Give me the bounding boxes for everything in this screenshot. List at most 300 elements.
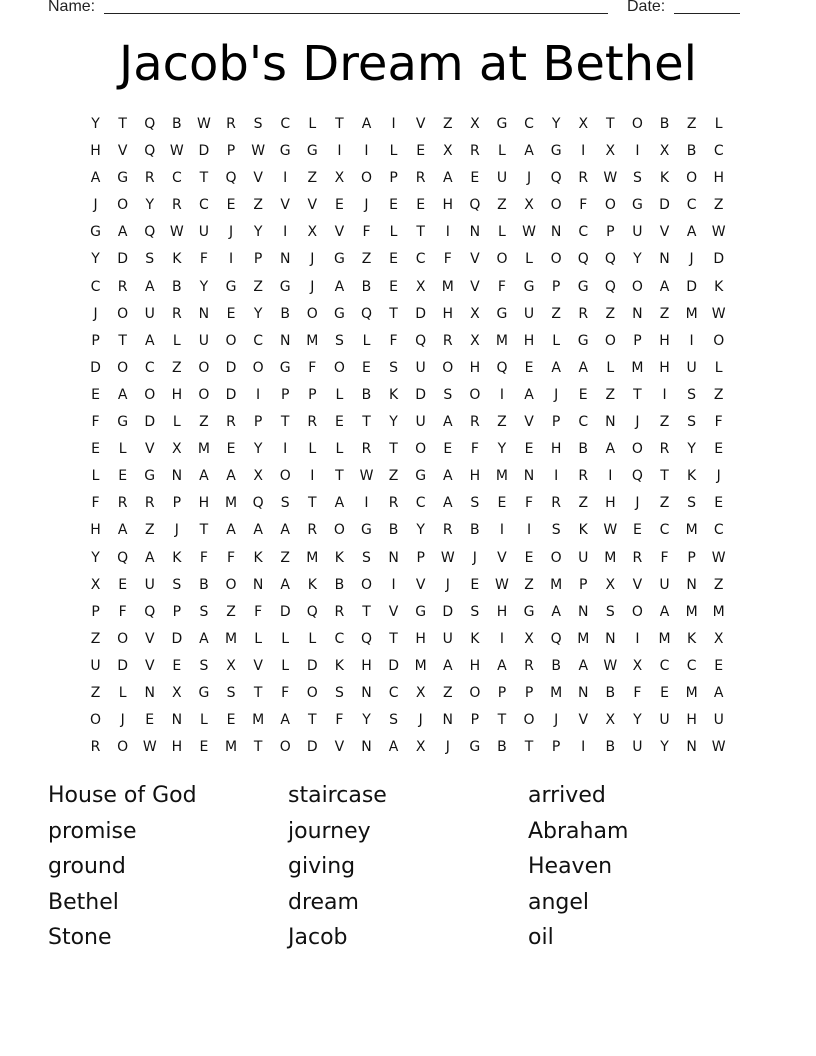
grid-letter[interactable]: P — [524, 684, 534, 701]
grid-letter[interactable]: F — [443, 251, 452, 268]
grid-letter[interactable]: R — [551, 495, 561, 512]
grid-letter[interactable]: P — [470, 712, 480, 729]
grid-letter[interactable]: S — [199, 657, 209, 674]
grid-letter[interactable]: Z — [713, 576, 724, 593]
grid-letter[interactable]: X — [307, 224, 318, 241]
grid-letter[interactable]: U — [144, 305, 155, 322]
grid-letter[interactable]: R — [144, 170, 155, 187]
grid-letter[interactable]: T — [389, 630, 398, 647]
grid-letter[interactable]: L — [714, 116, 723, 132]
grid-letter[interactable]: P — [579, 576, 588, 593]
grid-letter[interactable]: R — [226, 414, 236, 431]
grid-letter[interactable]: H — [415, 630, 426, 647]
grid-letter[interactable]: E — [118, 576, 128, 593]
grid-letter[interactable]: J — [364, 197, 369, 214]
grid-letter[interactable]: F — [660, 549, 669, 566]
grid-letter[interactable]: F — [525, 495, 534, 512]
grid-letter[interactable]: K — [334, 657, 344, 674]
grid-letter[interactable]: D — [198, 143, 210, 160]
grid-letter[interactable]: O — [306, 305, 318, 322]
grid-letter[interactable]: W — [142, 739, 157, 756]
grid-letter[interactable]: Y — [145, 197, 155, 214]
grid-letter[interactable]: P — [606, 224, 615, 241]
grid-letter[interactable]: X — [90, 576, 101, 593]
grid-letter[interactable]: I — [662, 386, 667, 403]
grid-letter[interactable]: H — [496, 603, 508, 620]
grid-letter[interactable]: H — [469, 468, 481, 485]
grid-letter[interactable]: R — [469, 414, 480, 431]
grid-letter[interactable]: Z — [605, 305, 616, 322]
grid-letter[interactable]: R — [578, 468, 589, 485]
grid-letter[interactable]: M — [495, 332, 508, 349]
grid-letter[interactable]: J — [689, 251, 694, 268]
grid-letter[interactable]: M — [306, 549, 319, 566]
grid-letter[interactable]: C — [90, 278, 101, 295]
grid-letter[interactable]: L — [118, 684, 127, 701]
grid-letter[interactable]: W — [359, 468, 374, 485]
grid-letter[interactable]: V — [470, 251, 480, 268]
grid-letter[interactable]: T — [606, 116, 615, 132]
grid-letter[interactable]: X — [172, 684, 182, 701]
grid-letter[interactable]: E — [660, 684, 669, 701]
grid-letter[interactable]: Z — [361, 251, 372, 268]
grid-letter[interactable]: O — [198, 386, 210, 403]
grid-letter[interactable]: A — [144, 278, 155, 295]
grid-letter[interactable]: Z — [253, 278, 263, 295]
grid-letter[interactable]: M — [685, 305, 698, 322]
grid-letter[interactable]: L — [389, 143, 398, 160]
grid-letter[interactable]: C — [686, 657, 697, 674]
grid-letter[interactable]: M — [631, 359, 644, 376]
grid-letter[interactable]: E — [91, 441, 100, 458]
grid-letter[interactable]: C — [388, 684, 399, 701]
grid-letter[interactable]: M — [550, 576, 563, 593]
grid-letter[interactable]: Z — [90, 684, 101, 701]
grid-letter[interactable]: Q — [577, 251, 589, 268]
grid-letter[interactable]: R — [144, 495, 155, 512]
grid-letter[interactable]: E — [443, 441, 453, 458]
grid-letter[interactable]: P — [551, 414, 561, 431]
grid-letter[interactable]: C — [144, 359, 155, 376]
grid-letter[interactable]: G — [415, 603, 427, 620]
grid-letter[interactable]: A — [551, 603, 561, 620]
grid-letter[interactable]: G — [550, 143, 562, 160]
grid-letter[interactable]: S — [389, 359, 399, 376]
grid-letter[interactable]: Z — [199, 414, 209, 431]
grid-letter[interactable]: N — [279, 251, 291, 268]
grid-letter[interactable]: I — [581, 143, 586, 160]
grid-letter[interactable]: D — [90, 359, 101, 376]
grid-letter[interactable]: L — [308, 116, 317, 132]
grid-letter[interactable]: X — [659, 143, 670, 160]
grid-letter[interactable]: A — [117, 224, 128, 241]
grid-letter[interactable]: O — [306, 684, 318, 701]
grid-letter[interactable]: X — [415, 684, 426, 701]
grid-letter[interactable]: U — [90, 657, 101, 674]
grid-letter[interactable]: Z — [686, 116, 697, 132]
grid-letter[interactable]: W — [711, 549, 726, 566]
grid-letter[interactable]: C — [686, 197, 697, 214]
grid-letter[interactable]: Q — [252, 495, 264, 512]
grid-letter[interactable]: S — [145, 251, 155, 268]
grid-letter[interactable]: Y — [633, 251, 642, 268]
grid-letter[interactable]: R — [578, 170, 589, 187]
grid-letter[interactable]: Z — [226, 603, 236, 620]
grid-letter[interactable]: V — [334, 224, 345, 241]
grid-letter[interactable]: I — [310, 468, 315, 485]
grid-letter[interactable]: F — [470, 441, 479, 458]
grid-letter[interactable]: E — [389, 197, 398, 214]
grid-letter[interactable]: E — [145, 712, 155, 729]
grid-letter[interactable]: T — [335, 116, 344, 132]
grid-letter[interactable]: V — [144, 630, 155, 647]
grid-letter[interactable]: G — [117, 170, 129, 187]
grid-letter[interactable]: Z — [605, 386, 616, 403]
grid-letter[interactable]: E — [226, 441, 236, 458]
grid-letter[interactable]: K — [687, 468, 697, 485]
grid-letter[interactable]: U — [496, 170, 508, 187]
grid-letter[interactable]: N — [686, 739, 697, 756]
grid-letter[interactable]: S — [362, 549, 371, 566]
grid-letter[interactable]: N — [577, 684, 589, 701]
grid-letter[interactable]: J — [93, 305, 98, 322]
grid-letter[interactable]: Q — [144, 116, 156, 132]
grid-letter[interactable]: B — [605, 684, 616, 701]
grid-letter[interactable]: O — [469, 386, 481, 403]
grid-letter[interactable]: Z — [578, 495, 589, 512]
grid-letter[interactable]: F — [226, 549, 236, 566]
grid-letter[interactable]: T — [362, 414, 371, 431]
grid-letter[interactable]: K — [172, 549, 182, 566]
grid-letter[interactable]: G — [90, 224, 101, 241]
grid-letter[interactable]: A — [497, 657, 507, 674]
grid-letter[interactable]: X — [632, 657, 643, 674]
grid-letter[interactable]: O — [604, 332, 616, 349]
grid-letter[interactable]: B — [361, 278, 372, 295]
grid-letter[interactable]: P — [91, 332, 100, 349]
grid-letter[interactable]: T — [524, 739, 534, 756]
grid-letter[interactable]: I — [337, 143, 342, 160]
grid-letter[interactable]: E — [226, 712, 236, 729]
grid-letter[interactable]: W — [711, 224, 726, 241]
grid-letter[interactable]: O — [117, 359, 129, 376]
grid-letter[interactable]: A — [442, 468, 453, 485]
grid-letter[interactable]: W — [603, 657, 618, 674]
grid-letter[interactable]: Q — [117, 549, 129, 566]
grid-letter[interactable]: U — [632, 224, 643, 241]
grid-letter[interactable]: O — [631, 603, 643, 620]
grid-letter[interactable]: A — [280, 522, 290, 539]
grid-letter[interactable]: A — [144, 332, 155, 349]
grid-letter[interactable]: Q — [496, 359, 508, 376]
grid-letter[interactable]: P — [172, 603, 182, 620]
grid-letter[interactable]: A — [334, 495, 345, 512]
grid-letter[interactable]: A — [117, 522, 128, 539]
grid-letter[interactable]: V — [253, 170, 263, 187]
grid-letter[interactable]: P — [633, 332, 642, 349]
grid-letter[interactable]: O — [469, 684, 481, 701]
grid-letter[interactable]: R — [388, 495, 399, 512]
grid-letter[interactable]: R — [632, 549, 643, 566]
grid-letter[interactable]: U — [578, 549, 589, 566]
grid-letter[interactable]: Y — [416, 522, 425, 539]
grid-letter[interactable]: J — [526, 170, 532, 187]
grid-letter[interactable]: L — [254, 630, 263, 647]
grid-letter[interactable]: S — [172, 576, 182, 593]
grid-letter[interactable]: C — [415, 251, 426, 268]
grid-letter[interactable]: I — [364, 143, 369, 160]
grid-letter[interactable]: O — [117, 197, 129, 214]
grid-letter[interactable]: G — [333, 305, 345, 322]
grid-letter[interactable]: O — [252, 359, 264, 376]
grid-letter[interactable]: X — [172, 441, 182, 458]
grid-letter[interactable]: O — [279, 468, 291, 485]
grid-letter[interactable]: A — [578, 657, 589, 674]
grid-letter[interactable]: Q — [550, 630, 562, 647]
grid-letter[interactable]: T — [389, 305, 398, 322]
grid-letter[interactable]: I — [228, 251, 234, 268]
grid-letter[interactable]: Z — [713, 197, 724, 214]
grid-letter[interactable]: X — [605, 712, 616, 729]
grid-letter[interactable]: V — [578, 712, 589, 729]
grid-letter[interactable]: D — [306, 739, 318, 756]
grid-letter[interactable]: G — [306, 143, 318, 160]
grid-letter[interactable]: L — [606, 359, 615, 376]
grid-letter[interactable]: B — [361, 386, 372, 403]
grid-letter[interactable]: O — [279, 739, 291, 756]
grid-letter[interactable]: U — [198, 332, 210, 349]
grid-letter[interactable]: B — [470, 522, 480, 539]
grid-letter[interactable]: A — [90, 170, 101, 187]
grid-letter[interactable]: L — [362, 332, 371, 349]
grid-letter[interactable]: B — [551, 657, 561, 674]
grid-letter[interactable]: Y — [91, 116, 100, 132]
grid-letter[interactable]: Q — [604, 278, 616, 295]
date-blank-line[interactable] — [674, 13, 740, 14]
grid-letter[interactable]: W — [711, 739, 726, 756]
grid-letter[interactable]: O — [523, 712, 535, 729]
grid-letter[interactable]: W — [711, 305, 726, 322]
grid-letter[interactable]: J — [310, 278, 315, 295]
grid-letter[interactable]: T — [389, 441, 398, 458]
grid-letter[interactable]: N — [361, 684, 372, 701]
grid-letter[interactable]: M — [685, 522, 698, 539]
grid-letter[interactable]: Y — [253, 224, 263, 241]
grid-letter[interactable]: U — [659, 576, 670, 593]
grid-letter[interactable]: M — [252, 712, 265, 729]
grid-letter[interactable]: G — [523, 278, 535, 295]
grid-letter[interactable]: M — [224, 495, 238, 512]
grid-letter[interactable]: M — [414, 657, 427, 674]
grid-letter[interactable]: D — [117, 657, 129, 674]
grid-letter[interactable]: N — [605, 414, 616, 431]
grid-letter[interactable]: C — [280, 116, 291, 132]
grid-letter[interactable]: B — [686, 143, 697, 160]
grid-letter[interactable]: S — [470, 603, 480, 620]
grid-letter[interactable]: D — [144, 414, 156, 431]
grid-letter[interactable]: W — [197, 116, 211, 132]
grid-letter[interactable]: F — [633, 684, 642, 701]
grid-letter[interactable]: G — [279, 278, 291, 295]
grid-letter[interactable]: C — [578, 414, 589, 431]
grid-letter[interactable]: L — [308, 630, 317, 647]
grid-letter[interactable]: O — [604, 197, 616, 214]
grid-letter[interactable]: D — [686, 278, 697, 295]
grid-letter[interactable]: H — [550, 441, 562, 458]
grid-letter[interactable]: E — [714, 441, 724, 458]
grid-letter[interactable]: Y — [633, 712, 642, 729]
grid-letter[interactable]: J — [716, 468, 721, 485]
grid-letter[interactable]: O — [225, 576, 237, 593]
grid-letter[interactable]: K — [470, 630, 480, 647]
grid-letter[interactable]: A — [442, 657, 453, 674]
grid-letter[interactable]: F — [362, 224, 371, 241]
grid-letter[interactable]: A — [334, 278, 345, 295]
grid-letter[interactable]: E — [362, 359, 371, 376]
grid-letter[interactable]: V — [415, 576, 426, 593]
grid-letter[interactable]: C — [415, 495, 426, 512]
grid-letter[interactable]: C — [199, 197, 209, 214]
grid-letter[interactable]: L — [281, 657, 290, 674]
grid-letter[interactable]: O — [631, 278, 643, 295]
grid-letter[interactable]: E — [172, 657, 182, 674]
grid-letter[interactable]: O — [117, 739, 129, 756]
grid-letter[interactable]: O — [333, 522, 345, 539]
grid-letter[interactable]: S — [687, 495, 697, 512]
grid-letter[interactable]: Z — [713, 386, 724, 403]
grid-letter[interactable]: B — [334, 576, 345, 593]
grid-letter[interactable]: F — [579, 197, 588, 214]
grid-letter[interactable]: N — [442, 712, 453, 729]
grid-letter[interactable]: U — [415, 359, 426, 376]
grid-letter[interactable]: F — [118, 603, 127, 620]
grid-letter[interactable]: C — [524, 116, 534, 132]
grid-letter[interactable]: M — [197, 441, 210, 458]
grid-letter[interactable]: O — [631, 116, 643, 132]
grid-letter[interactable]: L — [335, 386, 344, 403]
grid-letter[interactable]: M — [306, 332, 319, 349]
grid-letter[interactable]: I — [283, 224, 288, 241]
grid-letter[interactable]: X — [415, 739, 426, 756]
grid-letter[interactable]: E — [714, 495, 724, 512]
grid-letter[interactable]: X — [470, 305, 480, 322]
grid-letter[interactable]: U — [523, 305, 535, 322]
grid-letter[interactable]: I — [364, 495, 369, 512]
grid-letter[interactable]: S — [551, 522, 561, 539]
grid-letter[interactable]: E — [389, 251, 398, 268]
grid-letter[interactable]: I — [581, 739, 586, 756]
grid-letter[interactable]: R — [307, 522, 318, 539]
grid-letter[interactable]: R — [226, 116, 236, 132]
grid-letter[interactable]: G — [279, 143, 291, 160]
grid-letter[interactable]: Z — [659, 414, 670, 431]
grid-letter[interactable]: D — [225, 386, 237, 403]
grid-letter[interactable]: B — [172, 278, 182, 295]
grid-letter[interactable]: N — [469, 224, 481, 241]
grid-letter[interactable]: F — [389, 332, 398, 349]
grid-letter[interactable]: J — [635, 495, 640, 512]
grid-letter[interactable]: W — [169, 224, 184, 241]
grid-letter[interactable]: E — [470, 576, 480, 593]
grid-letter[interactable]: Z — [442, 116, 453, 132]
grid-letter[interactable]: Z — [442, 684, 453, 701]
grid-letter[interactable]: T — [497, 712, 507, 729]
grid-letter[interactable]: S — [389, 712, 399, 729]
grid-letter[interactable]: T — [308, 495, 317, 512]
grid-letter[interactable]: V — [117, 143, 128, 160]
grid-letter[interactable]: G — [631, 197, 643, 214]
grid-letter[interactable]: R — [442, 332, 453, 349]
grid-letter[interactable]: M — [604, 549, 617, 566]
grid-letter[interactable]: G — [577, 278, 589, 295]
grid-letter[interactable]: L — [172, 414, 181, 431]
grid-letter[interactable]: M — [550, 684, 563, 701]
grid-letter[interactable]: F — [199, 549, 208, 566]
grid-letter[interactable]: B — [199, 576, 209, 593]
grid-letter[interactable]: E — [199, 739, 209, 756]
grid-letter[interactable]: Z — [497, 414, 507, 431]
grid-letter[interactable]: V — [307, 197, 318, 214]
grid-letter[interactable]: N — [577, 603, 589, 620]
grid-letter[interactable]: H — [90, 522, 101, 539]
grid-letter[interactable]: L — [498, 143, 506, 160]
grid-letter[interactable]: P — [687, 549, 696, 566]
grid-letter[interactable]: C — [253, 332, 263, 349]
grid-letter[interactable]: S — [334, 684, 344, 701]
grid-letter[interactable]: G — [496, 305, 508, 322]
grid-letter[interactable]: P — [226, 143, 236, 160]
grid-letter[interactable]: D — [442, 603, 454, 620]
grid-letter[interactable]: P — [91, 603, 100, 620]
grid-letter[interactable]: F — [714, 414, 723, 431]
grid-letter[interactable]: A — [605, 441, 616, 458]
grid-letter[interactable]: Q — [631, 468, 643, 485]
grid-letter[interactable]: G — [117, 414, 129, 431]
grid-letter[interactable]: X — [524, 197, 534, 214]
grid-letter[interactable]: I — [499, 386, 505, 403]
grid-letter[interactable]: A — [226, 522, 236, 539]
grid-letter[interactable]: E — [524, 441, 534, 458]
grid-letter[interactable]: N — [279, 332, 291, 349]
grid-letter[interactable]: I — [391, 116, 396, 132]
grid-letter[interactable]: R — [578, 305, 589, 322]
grid-letter[interactable]: D — [306, 657, 318, 674]
grid-letter[interactable]: R — [171, 197, 182, 214]
grid-letter[interactable]: E — [470, 170, 480, 187]
grid-letter[interactable]: Y — [551, 116, 561, 132]
grid-letter[interactable]: H — [659, 359, 670, 376]
grid-letter[interactable]: I — [283, 170, 288, 187]
grid-letter[interactable]: J — [472, 549, 477, 566]
grid-letter[interactable]: O — [198, 359, 210, 376]
grid-letter[interactable]: U — [659, 712, 670, 729]
grid-letter[interactable]: A — [253, 522, 263, 539]
grid-letter[interactable]: M — [495, 468, 508, 485]
grid-letter[interactable]: O — [496, 251, 508, 268]
grid-letter[interactable]: H — [713, 170, 724, 187]
grid-letter[interactable]: D — [388, 657, 399, 674]
grid-letter[interactable]: X — [470, 332, 480, 349]
grid-letter[interactable]: K — [659, 170, 670, 187]
grid-letter[interactable]: F — [254, 603, 263, 620]
grid-letter[interactable]: P — [551, 278, 561, 295]
grid-letter[interactable]: L — [525, 251, 533, 268]
grid-letter[interactable]: V — [415, 116, 426, 132]
grid-letter[interactable]: W — [440, 549, 455, 566]
grid-letter[interactable]: I — [608, 468, 613, 485]
grid-letter[interactable]: Q — [306, 603, 318, 620]
grid-letter[interactable]: L — [389, 224, 398, 241]
